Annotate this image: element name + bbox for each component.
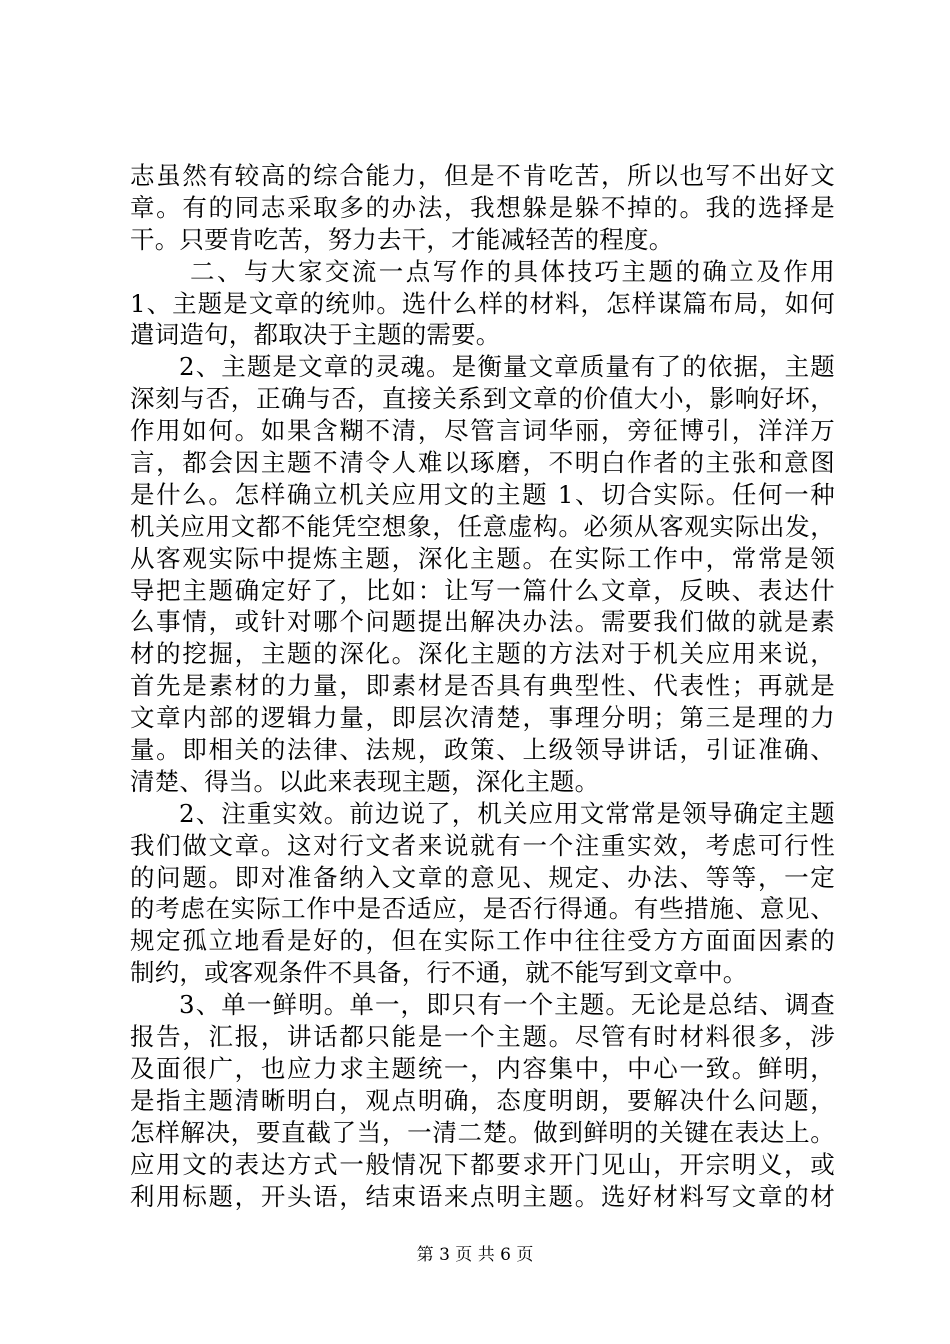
text-line: 材的挖掘，主题的深化。深化主题的方法对于机关应用来说， <box>130 639 835 669</box>
text-line: 志虽然有较高的综合能力，但是不肯吃苦，所以也写不出好文 <box>130 161 835 190</box>
text-line: 2、主题是文章的灵魂。是衡量文章质量有了的依据，主题 <box>179 352 835 382</box>
text-line: 量。即相关的法律、法规，政策、上级领导讲话，引证准确、 <box>130 735 835 765</box>
text-line: 应用文的表达方式一般情况下都要求开门见山，开宗明义，或 <box>130 1149 835 1179</box>
text-line: 机关应用文都不能凭空想象，任意虚构。必须从客观实际出发， <box>130 511 835 541</box>
text-line: 么事情，或针对哪个问题提出解决办法。需要我们做的就是素 <box>130 607 835 637</box>
text-line: 是什么。怎样确立机关应用文的主题 1、切合实际。任何一种 <box>130 479 835 509</box>
text-line: 干。只要肯吃苦，努力去干，才能减轻苦的程度。 <box>130 224 674 254</box>
text-line: 利用标题，开头语，结束语来点明主题。选好材料写文章的材 <box>130 1181 835 1211</box>
text-line: 2、注重实效。前边说了，机关应用文常常是领导确定主题 <box>179 798 835 828</box>
page-footer: 第 3 页 共 6 页 <box>416 1245 534 1265</box>
text-line: 文章内部的逻辑力量，即层次清楚，事理分明；第三是理的力 <box>130 703 835 733</box>
text-line: 是指主题清晰明白，观点明确，态度明朗，要解决什么问题， <box>130 1085 835 1115</box>
text-line: 我们做文章。这对行文者来说就有一个注重实效，考虑可行性 <box>130 830 835 860</box>
text-line: 3、单一鲜明。单一，即只有一个主题。无论是总结、调查 <box>179 990 835 1020</box>
text-line: 及面很广，也应力求主题统一，内容集中，中心一致。鲜明， <box>130 1053 835 1083</box>
text-line: 二、与大家交流一点写作的具体技巧主题的确立及作用 <box>190 256 835 286</box>
text-line: 章。有的同志采取多的办法，我想躲是躲不掉的。我的选择是 <box>130 192 835 222</box>
text-line: 导把主题确定好了，比如：让写一篇什么文章，反映、表达什 <box>130 575 835 605</box>
text-line: 作用如何。如果含糊不清，尽管言词华丽，旁征博引，洋洋万 <box>130 416 835 446</box>
text-line: 深刻与否，正确与否，直接关系到文章的价值大小，影响好坏， <box>130 384 835 414</box>
text-line: 怎样解决，要直截了当，一清二楚。做到鲜明的关键在表达上。 <box>130 1117 835 1147</box>
text-line: 首先是素材的力量，即素材是否具有典型性、代表性；再就是 <box>130 671 835 701</box>
text-line: 的考虑在实际工作中是否适应，是否行得通。有些措施、意见、 <box>130 894 835 924</box>
text-line: 1、主题是文章的统帅。选什么样的材料，怎样谋篇布局，如何 <box>130 288 835 318</box>
text-line: 的问题。即对准备纳入文章的意见、规定、办法、等等，一定 <box>130 862 835 892</box>
document-body <box>130 160 835 1212</box>
text-line: 遣词造句，都取决于主题的需要。 <box>130 320 501 350</box>
text-line: 报告，汇报，讲话都只能是一个主题。尽管有时材料很多，涉 <box>130 1022 835 1052</box>
text-line: 制约，或客观条件不具备，行不通，就不能写到文章中。 <box>130 958 748 988</box>
text-line: 规定孤立地看是好的，但在实际工作中往往受方方面面因素的 <box>130 926 835 956</box>
text-line: 言，都会因主题不清令人难以琢磨，不明白作者的主张和意图 <box>130 448 835 478</box>
text-line: 清楚、得当。以此来表现主题，深化主题。 <box>130 766 600 796</box>
text-line: 从客观实际中提炼主题，深化主题。在实际工作中，常常是领 <box>130 543 835 573</box>
